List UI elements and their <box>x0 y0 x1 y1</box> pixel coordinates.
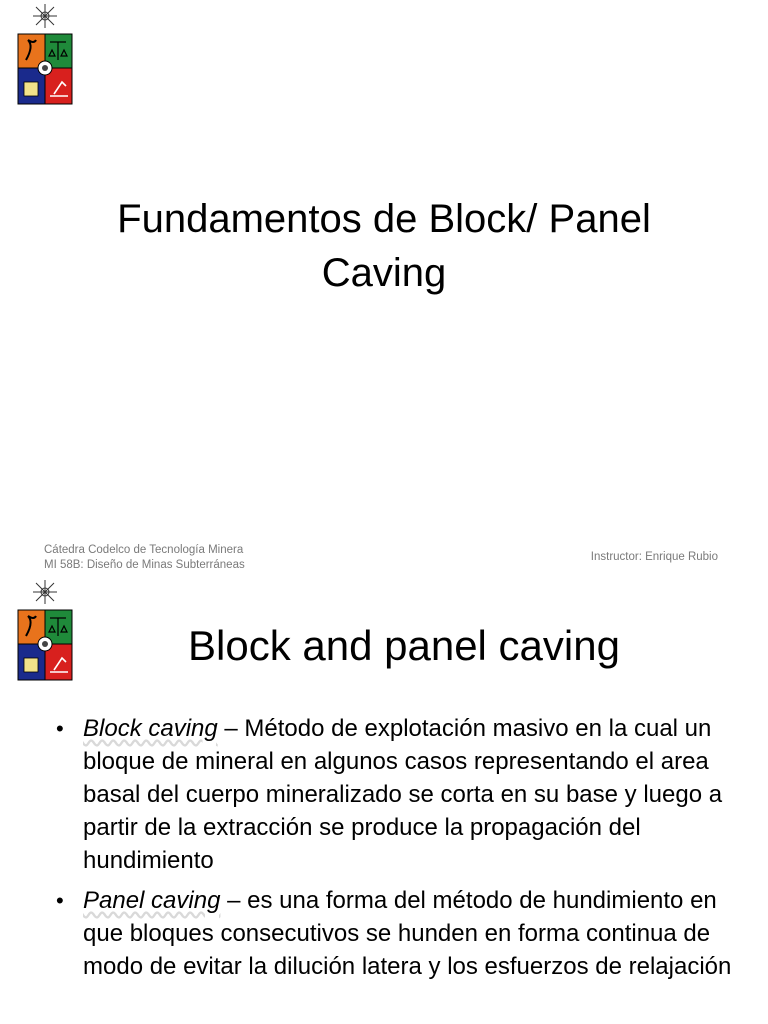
university-crest-logo <box>14 2 76 108</box>
bullet-term: Panel caving <box>83 887 221 914</box>
bullet-block-caving <box>56 712 736 877</box>
title-line-1: Fundamentos de Block/ Panel <box>117 197 651 241</box>
university-crest-logo <box>14 578 76 684</box>
instructor-footer: Instructor: Enrique Rubio <box>590 551 718 563</box>
bullet-term: Block caving <box>83 715 218 742</box>
bullet-text: – es una forma del método de hundimiento en que bloques consecutivos se hunden en forma continua de modo de evitar la dilución latera y los esfuerzos de relajación <box>83 887 732 980</box>
footer-line-1: Cátedra Codelco de Tecnología Minera <box>44 544 244 556</box>
course-footer <box>44 543 245 573</box>
title-line-2: Caving <box>321 251 447 295</box>
footer-line-2: MI 58B: Diseño de Minas Subterráneas <box>44 559 245 571</box>
presentation-title <box>40 192 728 300</box>
bullet-list <box>56 712 736 990</box>
slide-title: Block and panel caving <box>188 622 620 669</box>
bullet-text: – Método de explotación masivo en la cual un bloque de mineral en algunos casos representando el area basal del cuerpo mineralizado se corta en su base y luego a partir de la extracción se produce la propagación del hundimiento <box>83 715 723 874</box>
content-slide <box>0 576 768 1024</box>
bullet-panel-caving <box>56 884 736 983</box>
